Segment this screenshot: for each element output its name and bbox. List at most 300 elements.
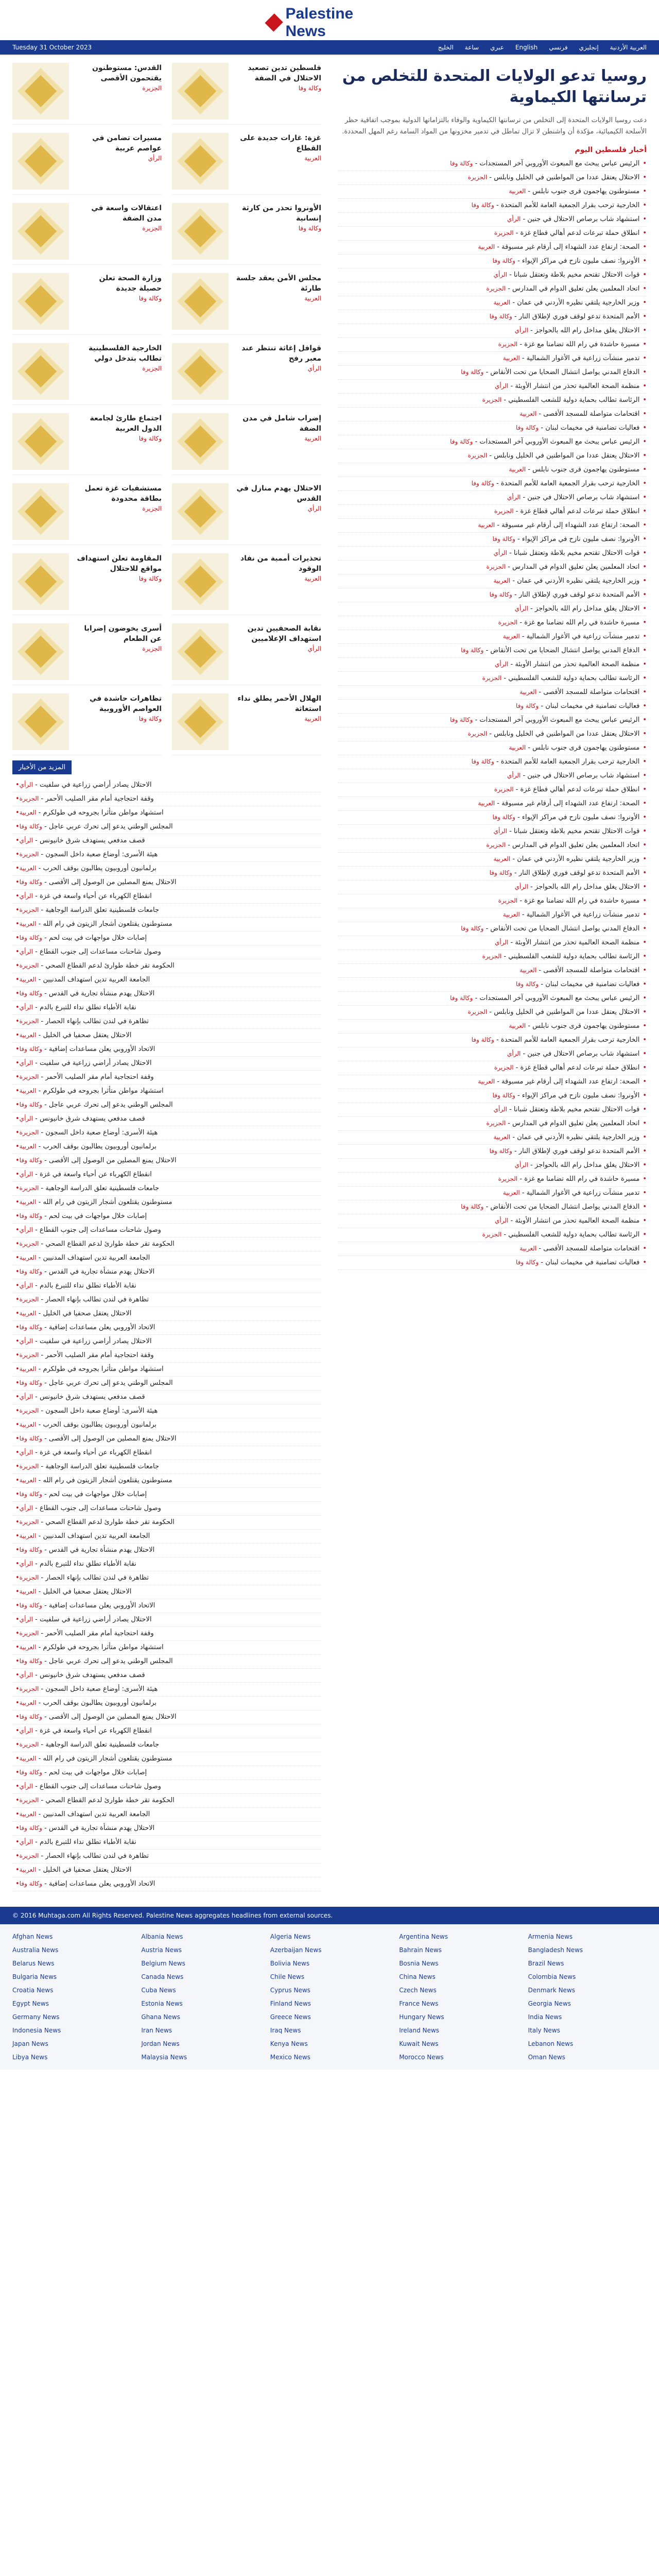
news-item[interactable]: •الدفاع المدني يواصل انتشال الضحايا من تحت الأنقاض - وكالة وفا xyxy=(338,644,647,658)
news-title[interactable]: تدمير منشآت زراعية في الأغوار الشمالية xyxy=(526,354,640,363)
news-title[interactable]: المجلس الوطني يدعو إلى تحرك عربي عاجل xyxy=(48,1101,173,1109)
card-thumbnail[interactable] xyxy=(12,133,69,190)
news-item[interactable]: •الرئاسة تطالب بحماية دولية للشعب الفلسطيني - الجزيرة xyxy=(338,950,647,964)
news-card[interactable] xyxy=(12,273,162,335)
country-link[interactable]: Malaysia News xyxy=(141,2054,187,2061)
news-title[interactable]: الخارجية ترحب بقرار الجمعية العامة للأمم المتحدة xyxy=(500,480,640,488)
news-item[interactable]: • الاحتلال يمنع المصلين من الوصول إلى الأقصى - وكالة وفا xyxy=(12,876,321,890)
news-item[interactable]: • وصول شاحنات مساعدات إلى جنوب القطاع - الرأي xyxy=(12,1502,321,1516)
news-item[interactable]: •الرئيس عباس يبحث مع المبعوث الأوروبي آخر المستجدات - وكالة وفا xyxy=(338,992,647,1006)
news-title[interactable]: الأمم المتحدة تدعو لوقف فوري لإطلاق النار xyxy=(518,869,640,877)
news-item[interactable]: •اتحاد المعلمين يعلن تعليق الدوام في المدارس - الجزيرة xyxy=(338,282,647,296)
card-thumbnail[interactable] xyxy=(12,413,69,470)
news-item[interactable]: • المجلس الوطني يدعو إلى تحرك عربي عاجل - وكالة وفا xyxy=(12,1655,321,1669)
country-link[interactable]: Georgia News xyxy=(528,2000,571,2007)
country-link[interactable]: Iran News xyxy=(141,2027,172,2034)
news-title[interactable]: هيئة الأسرى: أوضاع صعبة داخل السجون xyxy=(45,851,158,858)
news-item[interactable]: • جامعات فلسطينية تعلق الدراسة الوجاهية - الجزيرة xyxy=(12,1738,321,1752)
news-title[interactable]: استشهاد مواطن متأثرا بجروحه في طولكرم xyxy=(43,1087,164,1095)
country-link[interactable]: Croatia News xyxy=(12,1987,54,1994)
card-title[interactable]: الخارجية الفلسطينية تطالب بتدخل دولي xyxy=(89,344,162,363)
news-item[interactable]: •تدمير منشآت زراعية في الأغوار الشمالية - العربية xyxy=(338,1187,647,1200)
news-item[interactable]: •الرئيس عباس يبحث مع المبعوث الأوروبي آخر المستجدات - وكالة وفا xyxy=(338,157,647,171)
news-item[interactable]: • الاحتلال يعتقل صحفيا في الخليل - العربية xyxy=(12,1863,321,1877)
country-link[interactable]: Cyprus News xyxy=(270,1987,310,1994)
news-title[interactable]: الرئيس عباس يبحث مع المبعوث الأوروبي آخر المستجدات xyxy=(479,160,640,168)
news-title[interactable]: استشهاد شاب برصاص الاحتلال في جنين xyxy=(527,215,640,224)
news-item[interactable]: •الأونروا: نصف مليون نازح في مراكز الإيواء - وكالة وفا xyxy=(338,255,647,268)
country-link[interactable]: Mexico News xyxy=(270,2054,310,2061)
news-title[interactable]: تدمير منشآت زراعية في الأغوار الشمالية xyxy=(526,1189,640,1197)
news-title[interactable]: الاتحاد الأوروبي يعلن مساعدات إضافية xyxy=(48,1602,155,1609)
news-item[interactable]: •الصحة: ارتفاع عدد الشهداء إلى أرقام غير مسبوقة - العربية xyxy=(338,797,647,811)
news-item[interactable]: •استشهاد شاب برصاص الاحتلال في جنين - الرأي xyxy=(338,769,647,783)
country-link[interactable]: Denmark News xyxy=(528,1987,575,1994)
news-item[interactable]: •وزير الخارجية يلتقي نظيره الأردني في عمان - العربية xyxy=(338,1131,647,1145)
news-title[interactable]: الأونروا: نصف مليون نازح في مراكز الإيواء xyxy=(522,1092,640,1100)
news-title[interactable]: نقابة الأطباء تطلق نداء للتبرع بالدم xyxy=(39,1004,136,1011)
news-item[interactable]: •منظمة الصحة العالمية تحذر من انتشار الأوبئة - الرأي xyxy=(338,658,647,672)
news-title[interactable]: الاحتلال يصادر أراضي زراعية في سلفيت xyxy=(39,781,152,789)
news-item[interactable]: •وزير الخارجية يلتقي نظيره الأردني في عمان - العربية xyxy=(338,574,647,588)
news-title[interactable]: وقفة احتجاجية أمام مقر الصليب الأحمر xyxy=(45,1073,154,1081)
news-item[interactable]: •انطلاق حملة تبرعات لدعم أهالي قطاع غزة - الجزيرة xyxy=(338,505,647,519)
news-title[interactable]: مسيرة حاشدة في رام الله تضامنا مع غزة xyxy=(524,897,640,905)
news-title[interactable]: قصف مدفعي يستهدف شرق خانيونس xyxy=(39,1671,145,1679)
lang-item[interactable]: فرنسي xyxy=(549,44,568,51)
news-title[interactable]: الدفاع المدني يواصل انتشال الضحايا من تحت الأنقاض xyxy=(490,368,640,377)
news-item[interactable]: •مسيرة حاشدة في رام الله تضامنا مع غزة - الجزيرة xyxy=(338,338,647,352)
news-title[interactable]: جامعات فلسطينية تعلق الدراسة الوجاهية xyxy=(45,906,159,914)
news-item[interactable]: •الاحتلال يغلق مداخل رام الله بالحواجز - الرأي xyxy=(338,602,647,616)
news-item[interactable]: •مسيرة حاشدة في رام الله تضامنا مع غزة - الجزيرة xyxy=(338,616,647,630)
country-link[interactable]: Afghan News xyxy=(12,1933,53,1940)
news-title[interactable]: مستوطنون يقتلعون أشجار الزيتون في رام الله xyxy=(43,1477,172,1484)
news-card[interactable] xyxy=(12,413,162,475)
news-item[interactable]: • إصابات خلال مواجهات في بيت لحم - وكالة وفا xyxy=(12,1766,321,1780)
news-item[interactable]: •فعاليات تضامنية في مخيمات لبنان - وكالة وفا xyxy=(338,700,647,714)
country-link[interactable]: Cuba News xyxy=(141,1987,176,1994)
card-title[interactable]: نقابة الصحفيين تدين استهداف الإعلاميين xyxy=(247,624,321,643)
news-item[interactable]: • انقطاع الكهرباء عن أحياء واسعة في غزة - الرأي xyxy=(12,890,321,904)
country-link[interactable]: Jordan News xyxy=(141,2040,180,2047)
news-item[interactable]: • تظاهرة في لندن تطالب بإنهاء الحصار - الجزيرة xyxy=(12,1850,321,1863)
news-item[interactable]: • الحكومة تقر خطة طوارئ لدعم القطاع الصحي - الجزيرة xyxy=(12,1238,321,1251)
news-item[interactable]: •الاحتلال يغلق مداخل رام الله بالحواجز - الرأي xyxy=(338,880,647,894)
news-item[interactable]: •اقتحامات متواصلة للمسجد الأقصى - العربية xyxy=(338,964,647,978)
news-card[interactable] xyxy=(172,413,321,475)
country-link[interactable]: India News xyxy=(528,2013,562,2021)
news-item[interactable]: • الاحتلال يصادر أراضي زراعية في سلفيت - الرأي xyxy=(12,1613,321,1627)
news-title[interactable]: الصحة: ارتفاع عدد الشهداء إلى أرقام غير مسبوقة xyxy=(501,1078,640,1086)
news-card[interactable] xyxy=(172,693,321,755)
news-item[interactable]: • مستوطنون يقتلعون أشجار الزيتون في رام الله - العربية xyxy=(12,918,321,931)
news-item[interactable]: •مستوطنون يهاجمون قرى جنوب نابلس - العربية xyxy=(338,463,647,477)
news-item[interactable]: • وصول شاحنات مساعدات إلى جنوب القطاع - الرأي xyxy=(12,945,321,959)
news-title[interactable]: الاحتلال يعتقل صحفيا في الخليل xyxy=(43,1310,132,1317)
news-title[interactable]: تظاهرة في لندن تطالب بإنهاء الحصار xyxy=(45,1852,149,1860)
news-title[interactable]: مستوطنون يقتلعون أشجار الزيتون في رام الله xyxy=(43,1198,172,1206)
country-link[interactable]: Lebanon News xyxy=(528,2040,574,2047)
news-title[interactable]: الاحتلال يمنع المصلين من الوصول إلى الأقصى xyxy=(48,878,177,886)
news-item[interactable]: •استشهاد شاب برصاص الاحتلال في جنين - الرأي xyxy=(338,213,647,227)
news-title[interactable]: الدفاع المدني يواصل انتشال الضحايا من تحت الأنقاض xyxy=(490,925,640,933)
news-title[interactable]: الرئاسة تطالب بحماية دولية للشعب الفلسطيني xyxy=(508,396,640,404)
news-item[interactable]: •اقتحامات متواصلة للمسجد الأقصى - العربية xyxy=(338,1242,647,1256)
news-title[interactable]: اتحاد المعلمين يعلن تعليق الدوام في المدارس xyxy=(512,1120,640,1128)
news-title[interactable]: الأمم المتحدة تدعو لوقف فوري لإطلاق النار xyxy=(518,591,640,599)
news-item[interactable]: •الخارجية ترحب بقرار الجمعية العامة للأمم المتحدة - وكالة وفا xyxy=(338,199,647,213)
news-item[interactable]: •الاحتلال يعتقل عددا من المواطنين في الخليل ونابلس - الجزيرة xyxy=(338,449,647,463)
lang-item[interactable]: الخليج xyxy=(438,44,454,51)
news-item[interactable]: • الاتحاد الأوروبي يعلن مساعدات إضافية - وكالة وفا xyxy=(12,1043,321,1057)
news-item[interactable]: • انقطاع الكهرباء عن أحياء واسعة في غزة - الرأي xyxy=(12,1168,321,1182)
card-title[interactable]: مستشفيات غزة تعمل بطاقة محدودة xyxy=(84,484,162,503)
news-title[interactable]: الاحتلال يعتقل صحفيا في الخليل xyxy=(43,1866,132,1874)
card-thumbnail[interactable] xyxy=(172,203,229,260)
news-item[interactable]: •الدفاع المدني يواصل انتشال الضحايا من تحت الأنقاض - وكالة وفا xyxy=(338,922,647,936)
card-thumbnail[interactable] xyxy=(12,343,69,400)
card-thumbnail[interactable] xyxy=(172,693,229,750)
news-title[interactable]: استشهاد مواطن متأثرا بجروحه في طولكرم xyxy=(43,809,164,817)
news-item[interactable]: •الصحة: ارتفاع عدد الشهداء إلى أرقام غير مسبوقة - العربية xyxy=(338,241,647,255)
card-title[interactable]: القدس: مستوطنون يقتحمون الأقصى xyxy=(92,64,162,83)
news-title[interactable]: استشهاد مواطن متأثرا بجروحه في طولكرم xyxy=(43,1643,164,1651)
news-item[interactable]: •وزير الخارجية يلتقي نظيره الأردني في عمان - العربية xyxy=(338,296,647,310)
country-link[interactable]: Bolivia News xyxy=(270,1960,310,1967)
news-title[interactable]: الاحتلال يمنع المصلين من الوصول إلى الأقصى xyxy=(48,1157,177,1164)
card-thumbnail[interactable] xyxy=(12,63,69,120)
news-title[interactable]: الاحتلال يعتقل صحفيا في الخليل xyxy=(43,1588,132,1596)
news-title[interactable]: الاحتلال يمنع المصلين من الوصول إلى الأقصى xyxy=(48,1435,177,1443)
news-item[interactable]: •مسيرة حاشدة في رام الله تضامنا مع غزة - الجزيرة xyxy=(338,1173,647,1187)
country-link[interactable]: Italy News xyxy=(528,2027,560,2034)
news-title[interactable]: الاحتلال يغلق مداخل رام الله بالحواجز xyxy=(534,883,640,891)
news-title[interactable]: الأونروا: نصف مليون نازح في مراكز الإيواء xyxy=(522,535,640,544)
news-title[interactable]: استشهاد شاب برصاص الاحتلال في جنين xyxy=(527,494,640,502)
news-item[interactable]: •الأمم المتحدة تدعو لوقف فوري لإطلاق النار - وكالة وفا xyxy=(338,867,647,880)
news-card[interactable] xyxy=(12,553,162,615)
news-title[interactable]: الجامعة العربية تدين استهداف المدنيين xyxy=(43,1810,150,1818)
news-item[interactable]: • قصف مدفعي يستهدف شرق خانيونس - الرأي xyxy=(12,1391,321,1404)
news-title[interactable]: جامعات فلسطينية تعلق الدراسة الوجاهية xyxy=(45,1184,159,1192)
news-card[interactable] xyxy=(12,483,162,545)
news-item[interactable]: •قوات الاحتلال تقتحم مخيم بلاطة وتعتقل شبانا - الرأي xyxy=(338,1103,647,1117)
card-title[interactable]: تظاهرات حاشدة في العواصم الأوروبية xyxy=(90,694,162,714)
news-item[interactable]: • الحكومة تقر خطة طوارئ لدعم القطاع الصحي - الجزيرة xyxy=(12,1794,321,1808)
news-title[interactable]: انقطاع الكهرباء عن أحياء واسعة في غزة xyxy=(39,1449,152,1456)
news-title[interactable]: وقفة احتجاجية أمام مقر الصليب الأحمر xyxy=(45,1630,154,1637)
news-title[interactable]: وصول شاحنات مساعدات إلى جنوب القطاع xyxy=(39,1504,161,1512)
news-title[interactable]: برلمانيون أوروبيون يطالبون بوقف الحرب xyxy=(43,1421,157,1429)
card-title[interactable]: اجتماع طارئ لجامعة الدول العربية xyxy=(90,414,162,433)
news-title[interactable]: الجامعة العربية تدين استهداف المدنيين xyxy=(43,1532,150,1540)
news-item[interactable]: •الرئاسة تطالب بحماية دولية للشعب الفلسطيني - الجزيرة xyxy=(338,1228,647,1242)
news-item[interactable]: • مستوطنون يقتلعون أشجار الزيتون في رام الله - العربية xyxy=(12,1752,321,1766)
news-title[interactable]: تظاهرة في لندن تطالب بإنهاء الحصار xyxy=(45,1296,149,1303)
country-link[interactable]: Greece News xyxy=(270,2013,311,2021)
news-item[interactable]: •الصحة: ارتفاع عدد الشهداء إلى أرقام غير مسبوقة - العربية xyxy=(338,1075,647,1089)
news-title[interactable]: قصف مدفعي يستهدف شرق خانيونس xyxy=(39,1115,145,1123)
card-thumbnail[interactable] xyxy=(12,553,69,610)
news-card[interactable] xyxy=(172,343,321,405)
country-link[interactable]: Egypt News xyxy=(12,2000,49,2007)
card-thumbnail[interactable] xyxy=(172,413,229,470)
news-title[interactable]: الحكومة تقر خطة طوارئ لدعم القطاع الصحي xyxy=(45,962,175,970)
news-title[interactable]: قوات الاحتلال تقتحم مخيم بلاطة وتعتقل شبانا xyxy=(513,549,640,557)
country-link[interactable]: France News xyxy=(399,2000,439,2007)
country-link[interactable]: Algeria News xyxy=(270,1933,311,1940)
main-headline[interactable]: روسيا تدعو الولايات المتحدة للتخلص من ترسانتها الكيماوية xyxy=(342,67,647,106)
news-title[interactable]: تظاهرة في لندن تطالب بإنهاء الحصار xyxy=(45,1574,149,1582)
news-title[interactable]: الاحتلال يعتقل صحفيا في الخليل xyxy=(43,1031,132,1039)
news-item[interactable]: • برلمانيون أوروبيون يطالبون بوقف الحرب - العربية xyxy=(12,1140,321,1154)
news-card[interactable] xyxy=(172,623,321,685)
news-item[interactable]: •قوات الاحتلال تقتحم مخيم بلاطة وتعتقل شبانا - الرأي xyxy=(338,268,647,282)
news-title[interactable]: الاحتلال يهدم منشأة تجارية في القدس xyxy=(48,1268,155,1276)
news-title[interactable]: فعاليات تضامنية في مخيمات لبنان xyxy=(545,424,640,432)
news-title[interactable]: مسيرة حاشدة في رام الله تضامنا مع غزة xyxy=(524,1175,640,1183)
news-title[interactable]: إصابات خلال مواجهات في بيت لحم xyxy=(48,1769,147,1776)
news-item[interactable]: • تظاهرة في لندن تطالب بإنهاء الحصار - الجزيرة xyxy=(12,1571,321,1585)
news-item[interactable]: •فعاليات تضامنية في مخيمات لبنان - وكالة وفا xyxy=(338,1256,647,1270)
news-item[interactable]: • جامعات فلسطينية تعلق الدراسة الوجاهية - الجزيرة xyxy=(12,1182,321,1196)
card-title[interactable]: الأونروا تحذر من كارثة إنسانية xyxy=(242,204,321,223)
news-item[interactable]: • الاحتلال يصادر أراضي زراعية في سلفيت - الرأي xyxy=(12,1057,321,1071)
site-logo[interactable] xyxy=(268,5,391,40)
card-title[interactable]: الاحتلال يهدم منازل في القدس xyxy=(236,484,321,503)
news-title[interactable]: مستوطنون يهاجمون قرى جنوب نابلس xyxy=(532,1022,640,1030)
news-title[interactable]: مستوطنون يهاجمون قرى جنوب نابلس xyxy=(532,744,640,752)
news-card[interactable] xyxy=(172,203,321,265)
news-item[interactable]: • مستوطنون يقتلعون أشجار الزيتون في رام الله - العربية xyxy=(12,1196,321,1210)
news-title[interactable]: انطلاق حملة تبرعات لدعم أهالي قطاع غزة xyxy=(520,1064,640,1072)
news-item[interactable]: • نقابة الأطباء تطلق نداء للتبرع بالدم - الرأي xyxy=(12,1001,321,1015)
news-title[interactable]: الاحتلال يعتقل عددا من المواطنين في الخليل ونابلس xyxy=(494,730,640,738)
country-link[interactable]: Belgium News xyxy=(141,1960,185,1967)
news-title[interactable]: نقابة الأطباء تطلق نداء للتبرع بالدم xyxy=(39,1560,136,1568)
news-item[interactable]: • الاحتلال يعتقل صحفيا في الخليل - العربية xyxy=(12,1585,321,1599)
news-item[interactable]: • هيئة الأسرى: أوضاع صعبة داخل السجون - الجزيرة xyxy=(12,1404,321,1418)
news-item[interactable]: •الأونروا: نصف مليون نازح في مراكز الإيواء - وكالة وفا xyxy=(338,1089,647,1103)
news-title[interactable]: منظمة الصحة العالمية تحذر من انتشار الأوبئة xyxy=(515,1217,640,1225)
lang-item[interactable]: عبري xyxy=(490,44,504,51)
news-card[interactable] xyxy=(172,553,321,615)
country-link[interactable]: Germany News xyxy=(12,2013,60,2021)
news-title[interactable]: الخارجية ترحب بقرار الجمعية العامة للأمم المتحدة xyxy=(500,758,640,766)
news-title[interactable]: انقطاع الكهرباء عن أحياء واسعة في غزة xyxy=(39,1171,152,1178)
news-item[interactable]: • إصابات خلال مواجهات في بيت لحم - وكالة وفا xyxy=(12,931,321,945)
country-link[interactable]: Australia News xyxy=(12,1946,59,1954)
news-item[interactable]: • الاحتلال يهدم منشأة تجارية في القدس - وكالة وفا xyxy=(12,1822,321,1836)
news-card[interactable] xyxy=(172,63,321,125)
news-item[interactable]: • قصف مدفعي يستهدف شرق خانيونس - الرأي xyxy=(12,834,321,848)
news-item[interactable]: •انطلاق حملة تبرعات لدعم أهالي قطاع غزة - الجزيرة xyxy=(338,227,647,241)
news-title[interactable]: وزير الخارجية يلتقي نظيره الأردني في عمان xyxy=(517,577,640,585)
news-item[interactable]: • الحكومة تقر خطة طوارئ لدعم القطاع الصحي - الجزيرة xyxy=(12,959,321,973)
country-link[interactable]: Brazil News xyxy=(528,1960,564,1967)
news-title[interactable]: وقفة احتجاجية أمام مقر الصليب الأحمر xyxy=(45,1351,154,1359)
news-title[interactable]: الاتحاد الأوروبي يعلن مساعدات إضافية xyxy=(48,1324,155,1331)
country-link[interactable]: Azerbaijan News xyxy=(270,1946,322,1954)
news-title[interactable]: اقتحامات متواصلة للمسجد الأقصى xyxy=(543,967,640,975)
news-item[interactable]: • الجامعة العربية تدين استهداف المدنيين - العربية xyxy=(12,1808,321,1822)
country-link[interactable]: Oman News xyxy=(528,2054,565,2061)
news-title[interactable]: استشهاد شاب برصاص الاحتلال في جنين xyxy=(527,1050,640,1058)
news-title[interactable]: وزير الخارجية يلتقي نظيره الأردني في عمان xyxy=(517,855,640,863)
news-item[interactable]: • برلمانيون أوروبيون يطالبون بوقف الحرب - العربية xyxy=(12,1697,321,1710)
news-item[interactable]: • مستوطنون يقتلعون أشجار الزيتون في رام الله - العربية xyxy=(12,1474,321,1488)
news-item[interactable]: •تدمير منشآت زراعية في الأغوار الشمالية - العربية xyxy=(338,630,647,644)
news-card[interactable] xyxy=(12,133,162,195)
country-link[interactable]: Albania News xyxy=(141,1933,183,1940)
news-title[interactable]: الاتحاد الأوروبي يعلن مساعدات إضافية xyxy=(48,1880,155,1888)
news-title[interactable]: قصف مدفعي يستهدف شرق خانيونس xyxy=(39,1393,145,1401)
news-item[interactable]: •انطلاق حملة تبرعات لدعم أهالي قطاع غزة - الجزيرة xyxy=(338,783,647,797)
news-item[interactable]: • المجلس الوطني يدعو إلى تحرك عربي عاجل - وكالة وفا xyxy=(12,1377,321,1391)
country-link[interactable]: Bangladesh News xyxy=(528,1946,583,1954)
country-link[interactable]: Bulgaria News xyxy=(12,1973,57,1980)
news-title[interactable]: فعاليات تضامنية في مخيمات لبنان xyxy=(545,702,640,710)
country-link[interactable]: Colombia News xyxy=(528,1973,576,1980)
news-item[interactable]: •منظمة الصحة العالمية تحذر من انتشار الأوبئة - الرأي xyxy=(338,936,647,950)
news-title[interactable]: الاحتلال يعتقل عددا من المواطنين في الخليل ونابلس xyxy=(494,1008,640,1016)
news-title[interactable]: برلمانيون أوروبيون يطالبون بوقف الحرب xyxy=(43,865,157,872)
news-title[interactable]: برلمانيون أوروبيون يطالبون بوقف الحرب xyxy=(43,1699,157,1707)
news-item[interactable]: • تظاهرة في لندن تطالب بإنهاء الحصار - الجزيرة xyxy=(12,1293,321,1307)
news-item[interactable]: •استشهاد شاب برصاص الاحتلال في جنين - الرأي xyxy=(338,1047,647,1061)
news-title[interactable]: انطلاق حملة تبرعات لدعم أهالي قطاع غزة xyxy=(520,229,640,238)
news-title[interactable]: الخارجية ترحب بقرار الجمعية العامة للأمم المتحدة xyxy=(500,201,640,210)
news-item[interactable]: • الجامعة العربية تدين استهداف المدنيين - العربية xyxy=(12,1530,321,1544)
news-title[interactable]: الرئيس عباس يبحث مع المبعوث الأوروبي آخر المستجدات xyxy=(479,994,640,1003)
country-link[interactable]: Armenia News xyxy=(528,1933,573,1940)
news-item[interactable]: •اقتحامات متواصلة للمسجد الأقصى - العربية xyxy=(338,686,647,700)
news-title[interactable]: الدفاع المدني يواصل انتشال الضحايا من تحت الأنقاض xyxy=(490,1203,640,1211)
news-title[interactable]: الاتحاد الأوروبي يعلن مساعدات إضافية xyxy=(48,1045,155,1053)
news-title[interactable]: وصول شاحنات مساعدات إلى جنوب القطاع xyxy=(39,1226,161,1234)
news-title[interactable]: انطلاق حملة تبرعات لدعم أهالي قطاع غزة xyxy=(520,507,640,516)
news-title[interactable]: اتحاد المعلمين يعلن تعليق الدوام في المدارس xyxy=(512,841,640,850)
news-item[interactable]: • استشهاد مواطن متأثرا بجروحه في طولكرم - العربية xyxy=(12,806,321,820)
news-title[interactable]: منظمة الصحة العالمية تحذر من انتشار الأوبئة xyxy=(515,382,640,391)
news-item[interactable]: •مسيرة حاشدة في رام الله تضامنا مع غزة - الجزيرة xyxy=(338,894,647,908)
news-card[interactable] xyxy=(12,63,162,125)
news-title[interactable]: الرئاسة تطالب بحماية دولية للشعب الفلسطيني xyxy=(508,1231,640,1239)
news-title[interactable]: مستوطنون يهاجمون قرى جنوب نابلس xyxy=(532,188,640,196)
news-item[interactable]: • الاحتلال يمنع المصلين من الوصول إلى الأقصى - وكالة وفا xyxy=(12,1432,321,1446)
country-link[interactable]: Hungary News xyxy=(399,2013,444,2021)
news-item[interactable]: • وقفة احتجاجية أمام مقر الصليب الأحمر - الجزيرة xyxy=(12,1349,321,1363)
news-title[interactable]: نقابة الأطباء تطلق نداء للتبرع بالدم xyxy=(39,1838,136,1846)
news-item[interactable]: • الاحتلال يهدم منشأة تجارية في القدس - وكالة وفا xyxy=(12,987,321,1001)
news-item[interactable]: • تظاهرة في لندن تطالب بإنهاء الحصار - الجزيرة xyxy=(12,1015,321,1029)
news-item[interactable]: •الخارجية ترحب بقرار الجمعية العامة للأمم المتحدة - وكالة وفا xyxy=(338,755,647,769)
news-item[interactable]: • الاحتلال يهدم منشأة تجارية في القدس - وكالة وفا xyxy=(12,1265,321,1279)
card-title[interactable]: وزارة الصحة تعلن حصيلة جديدة xyxy=(99,274,162,293)
news-item[interactable]: • الاحتلال يمنع المصلين من الوصول إلى الأقصى - وكالة وفا xyxy=(12,1154,321,1168)
news-item[interactable]: •الصحة: ارتفاع عدد الشهداء إلى أرقام غير مسبوقة - العربية xyxy=(338,519,647,533)
news-title[interactable]: وزير الخارجية يلتقي نظيره الأردني في عمان xyxy=(517,299,640,307)
country-link[interactable]: Ghana News xyxy=(141,2013,180,2021)
country-link[interactable]: Ireland News xyxy=(399,2027,439,2034)
news-title[interactable]: تظاهرة في لندن تطالب بإنهاء الحصار xyxy=(45,1018,149,1025)
card-thumbnail[interactable] xyxy=(12,273,69,330)
country-link[interactable]: Kenya News xyxy=(270,2040,308,2047)
news-item[interactable]: • انقطاع الكهرباء عن أحياء واسعة في غزة - الرأي xyxy=(12,1724,321,1738)
news-title[interactable]: الاحتلال يهدم منشأة تجارية في القدس xyxy=(48,990,155,997)
news-title[interactable]: الاحتلال يعتقل عددا من المواطنين في الخليل ونابلس xyxy=(494,452,640,460)
news-title[interactable]: منظمة الصحة العالمية تحذر من انتشار الأوبئة xyxy=(515,939,640,947)
news-item[interactable]: • وصول شاحنات مساعدات إلى جنوب القطاع - الرأي xyxy=(12,1780,321,1794)
news-title[interactable]: هيئة الأسرى: أوضاع صعبة داخل السجون xyxy=(45,1129,158,1137)
news-item[interactable]: •اتحاد المعلمين يعلن تعليق الدوام في المدارس - الجزيرة xyxy=(338,839,647,853)
news-title[interactable]: اتحاد المعلمين يعلن تعليق الدوام في المدارس xyxy=(512,285,640,293)
card-thumbnail[interactable] xyxy=(172,623,229,680)
news-title[interactable]: الرئيس عباس يبحث مع المبعوث الأوروبي آخر المستجدات xyxy=(479,438,640,446)
lang-item[interactable]: العربية الأردنية xyxy=(610,44,647,51)
card-thumbnail[interactable] xyxy=(172,343,229,400)
news-title[interactable]: قوات الاحتلال تقتحم مخيم بلاطة وتعتقل شبانا xyxy=(513,1106,640,1114)
news-title[interactable]: الحكومة تقر خطة طوارئ لدعم القطاع الصحي xyxy=(45,1518,175,1526)
news-title[interactable]: تدمير منشآت زراعية في الأغوار الشمالية xyxy=(526,633,640,641)
news-card[interactable] xyxy=(172,273,321,335)
card-thumbnail[interactable] xyxy=(172,63,229,120)
lang-item[interactable]: English xyxy=(515,44,538,51)
news-item[interactable]: •استشهاد شاب برصاص الاحتلال في جنين - الرأي xyxy=(338,491,647,505)
news-item[interactable]: •الرئاسة تطالب بحماية دولية للشعب الفلسطيني - الجزيرة xyxy=(338,672,647,686)
news-item[interactable]: •مستوطنون يهاجمون قرى جنوب نابلس - العربية xyxy=(338,741,647,755)
country-link[interactable]: Czech News xyxy=(399,1987,437,1994)
news-item[interactable]: • وقفة احتجاجية أمام مقر الصليب الأحمر - الجزيرة xyxy=(12,1627,321,1641)
news-card[interactable] xyxy=(12,693,162,755)
card-thumbnail[interactable] xyxy=(172,483,229,540)
news-title[interactable]: قصف مدفعي يستهدف شرق خانيونس xyxy=(39,837,145,844)
card-title[interactable]: مسيرات تضامن في عواصم عربية xyxy=(92,134,162,153)
news-title[interactable]: اقتحامات متواصلة للمسجد الأقصى xyxy=(543,1245,640,1253)
news-title[interactable]: إصابات خلال مواجهات في بيت لحم xyxy=(48,1212,147,1220)
news-title[interactable]: الخارجية ترحب بقرار الجمعية العامة للأمم المتحدة xyxy=(500,1036,640,1044)
news-title[interactable]: وصول شاحنات مساعدات إلى جنوب القطاع xyxy=(39,1783,161,1790)
news-title[interactable]: الاحتلال يصادر أراضي زراعية في سلفيت xyxy=(39,1337,152,1345)
news-title[interactable]: الاحتلال يعتقل عددا من المواطنين في الخليل ونابلس xyxy=(494,174,640,182)
news-item[interactable]: •الاحتلال يغلق مداخل رام الله بالحواجز - الرأي xyxy=(338,324,647,338)
card-thumbnail[interactable] xyxy=(12,623,69,680)
news-item[interactable]: • نقابة الأطباء تطلق نداء للتبرع بالدم - الرأي xyxy=(12,1279,321,1293)
news-title[interactable]: منظمة الصحة العالمية تحذر من انتشار الأوبئة xyxy=(515,660,640,669)
news-title[interactable]: الجامعة العربية تدين استهداف المدنيين xyxy=(43,1254,150,1262)
news-item[interactable]: • وقفة احتجاجية أمام مقر الصليب الأحمر - الجزيرة xyxy=(12,792,321,806)
news-item[interactable]: • الاتحاد الأوروبي يعلن مساعدات إضافية - وكالة وفا xyxy=(12,1321,321,1335)
news-title[interactable]: مستوطنون يهاجمون قرى جنوب نابلس xyxy=(532,466,640,474)
news-title[interactable]: اقتحامات متواصلة للمسجد الأقصى xyxy=(543,410,640,418)
news-item[interactable]: • الحكومة تقر خطة طوارئ لدعم القطاع الصحي - الجزيرة xyxy=(12,1516,321,1530)
card-title[interactable]: إضراب شامل في مدن الضفة xyxy=(242,414,321,433)
news-item[interactable]: • انقطاع الكهرباء عن أحياء واسعة في غزة - الرأي xyxy=(12,1446,321,1460)
news-title[interactable]: قوات الاحتلال تقتحم مخيم بلاطة وتعتقل شبانا xyxy=(513,827,640,836)
news-card[interactable] xyxy=(12,203,162,265)
country-link[interactable]: Argentina News xyxy=(399,1933,448,1940)
news-title[interactable]: فعاليات تضامنية في مخيمات لبنان xyxy=(545,1259,640,1267)
card-thumbnail[interactable] xyxy=(12,693,69,750)
country-link[interactable]: China News xyxy=(399,1973,436,1980)
country-link[interactable]: Austria News xyxy=(141,1946,182,1954)
news-item[interactable]: •الاحتلال يعتقل عددا من المواطنين في الخليل ونابلس - الجزيرة xyxy=(338,727,647,741)
news-title[interactable]: الحكومة تقر خطة طوارئ لدعم القطاع الصحي xyxy=(45,1240,175,1248)
news-item[interactable]: •الدفاع المدني يواصل انتشال الضحايا من تحت الأنقاض - وكالة وفا xyxy=(338,366,647,380)
news-title[interactable]: الاحتلال يصادر أراضي زراعية في سلفيت xyxy=(39,1616,152,1623)
country-link[interactable]: Bahrain News xyxy=(399,1946,442,1954)
